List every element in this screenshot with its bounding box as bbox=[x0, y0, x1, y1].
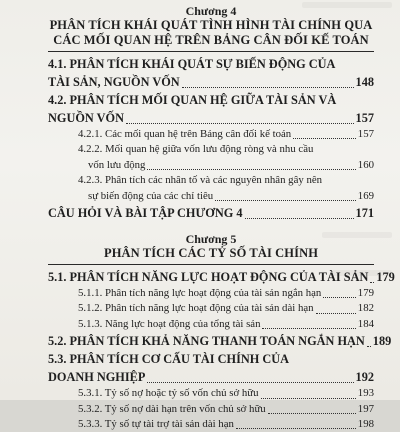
dot-leader bbox=[215, 200, 356, 201]
dot-leader bbox=[245, 218, 354, 219]
toc-section-entry bbox=[48, 268, 395, 286]
toc-subsection-entry bbox=[48, 417, 374, 432]
toc-entry-text: TÀI SẢN, NGUỒN VỐN bbox=[48, 75, 180, 89]
page-number: 198 bbox=[357, 418, 374, 431]
page-number: 157 bbox=[357, 128, 374, 140]
chapter-title-line: PHÂN TÍCH KHÁI QUÁT TÌNH HÌNH TÀI CHÍNH QUA bbox=[49, 18, 373, 32]
toc-subsection-entry bbox=[48, 301, 374, 316]
dot-leader bbox=[262, 328, 355, 329]
toc-subsection-entry bbox=[48, 317, 374, 332]
toc-entry-text: 5.1.3. Năng lực hoạt động của tổng tài sản bbox=[78, 317, 261, 330]
page-number: 184 bbox=[357, 317, 374, 330]
toc-entry-text: DOANH NGHIỆP bbox=[48, 370, 146, 385]
toc-entry-text: 5.2. PHÂN TÍCH KHẢ NĂNG THANH TOÁN NGẮN HẠN bbox=[48, 334, 365, 349]
table-of-contents bbox=[48, 4, 395, 432]
toc-entry-text: sự biến động của các chỉ tiêu bbox=[88, 189, 214, 202]
toc-entry-text: CÂU HỎI VÀ BÀI TẬP CHƯƠNG 4 bbox=[48, 206, 243, 221]
chapter-entries bbox=[48, 55, 374, 222]
chapter-5-block bbox=[48, 232, 395, 432]
dot-leader bbox=[261, 398, 356, 399]
toc-entry-text: 5.3. PHÂN TÍCH CƠ CẤU TÀI CHÍNH CỦA bbox=[48, 352, 290, 367]
page-number: 157 bbox=[355, 111, 374, 125]
dot-leader bbox=[126, 123, 354, 124]
toc-entry-text: 4.2.1. Các mối quan hệ trên Bảng cân đối kế toán bbox=[78, 128, 292, 140]
chapter-title bbox=[48, 18, 374, 48]
toc-entry-text: 4.2. PHÂN TÍCH MỐI QUAN HỆ GIỮA TÀI SẢN VÀ bbox=[48, 93, 337, 107]
toc-entry-text: 5.1.1. Phân tích năng lực hoạt động của tài sản ngắn hạn bbox=[78, 287, 322, 300]
toc-subsection-entry bbox=[48, 286, 374, 301]
toc-entry-text: 5.1.2. Phân tích năng lực hoạt động của tài sản dài hạn bbox=[78, 302, 314, 315]
dot-leader bbox=[182, 87, 354, 88]
chapter-divider bbox=[48, 264, 374, 265]
chapter-divider bbox=[48, 51, 374, 52]
toc-entry-text: 4.2.3. Phân tích các nhân tố và các nguyên nhân gây nên bbox=[78, 174, 323, 187]
page-number: 182 bbox=[357, 302, 374, 315]
toc-entry-text: 5.1. PHÂN TÍCH NĂNG LỰC HOẠT ĐỘNG CỦA TÀI SẢN bbox=[48, 270, 369, 285]
toc-subsection-entry bbox=[48, 386, 374, 401]
dot-leader bbox=[268, 413, 356, 414]
page-number: 179 bbox=[357, 287, 374, 300]
toc-subsection-entry bbox=[48, 402, 374, 417]
chapter-title-line: PHÂN TÍCH CÁC TỶ SỐ TÀI CHÍNH bbox=[103, 246, 319, 261]
chapter-title-line: CÁC MỐI QUAN HỆ TRÊN BẢNG CÂN ĐỐI KẾ TOÁN bbox=[53, 33, 369, 47]
dot-leader bbox=[147, 169, 355, 170]
toc-subsection-entry bbox=[48, 173, 374, 204]
dot-leader bbox=[293, 138, 356, 139]
toc-subsection-entry bbox=[48, 127, 374, 142]
page-number: 192 bbox=[355, 370, 374, 385]
toc-section-entry bbox=[48, 91, 374, 127]
chapter-label: Chương 4 bbox=[185, 4, 237, 18]
chapter-label: Chương 5 bbox=[185, 232, 237, 247]
toc-subsection-entry bbox=[48, 142, 374, 173]
dot-leader bbox=[367, 346, 371, 347]
page-number: 193 bbox=[357, 387, 374, 400]
toc-section-entry bbox=[48, 350, 374, 386]
dot-leader bbox=[316, 313, 356, 314]
toc-entry-text: 5.3.1. Tỷ số nợ hoặc tỷ số vốn chủ sở hữu bbox=[78, 387, 259, 400]
dot-leader bbox=[370, 282, 374, 283]
toc-entry-text: 4.2.2. Mối quan hệ giữa vốn lưu động ròng và nhu cầu bbox=[78, 143, 314, 156]
toc-entry-text: 5.3.3. Tỷ số tự tài trợ tài sản dài hạn bbox=[78, 418, 234, 431]
toc-entry-text: vốn lưu động bbox=[88, 158, 146, 171]
toc-entry-text: 5.3.2. Tỷ số nợ dài hạn trên vốn chủ sở hữu bbox=[78, 402, 266, 415]
page-number: 197 bbox=[357, 402, 374, 415]
page-number: 171 bbox=[355, 206, 374, 221]
chapter-title bbox=[48, 246, 374, 261]
page-number: 148 bbox=[355, 75, 374, 89]
toc-section-entry bbox=[48, 204, 374, 222]
page-number: 189 bbox=[372, 334, 392, 349]
chapter-4-block bbox=[48, 4, 374, 222]
dot-leader bbox=[147, 382, 353, 383]
page-number: 160 bbox=[357, 158, 374, 171]
toc-entry-text: 4.1. PHÂN TÍCH KHÁI QUÁT SỰ BIẾN ĐỘNG CỦA bbox=[48, 57, 336, 71]
toc-section-entry bbox=[48, 55, 374, 91]
page-number: 179 bbox=[376, 270, 395, 285]
dot-leader bbox=[323, 297, 355, 298]
page-number: 169 bbox=[357, 189, 374, 202]
toc-entry-text: NGUỒN VỐN bbox=[48, 111, 124, 125]
toc-section-entry bbox=[48, 332, 392, 350]
dot-leader bbox=[236, 428, 356, 429]
chapter-entries bbox=[48, 268, 395, 432]
